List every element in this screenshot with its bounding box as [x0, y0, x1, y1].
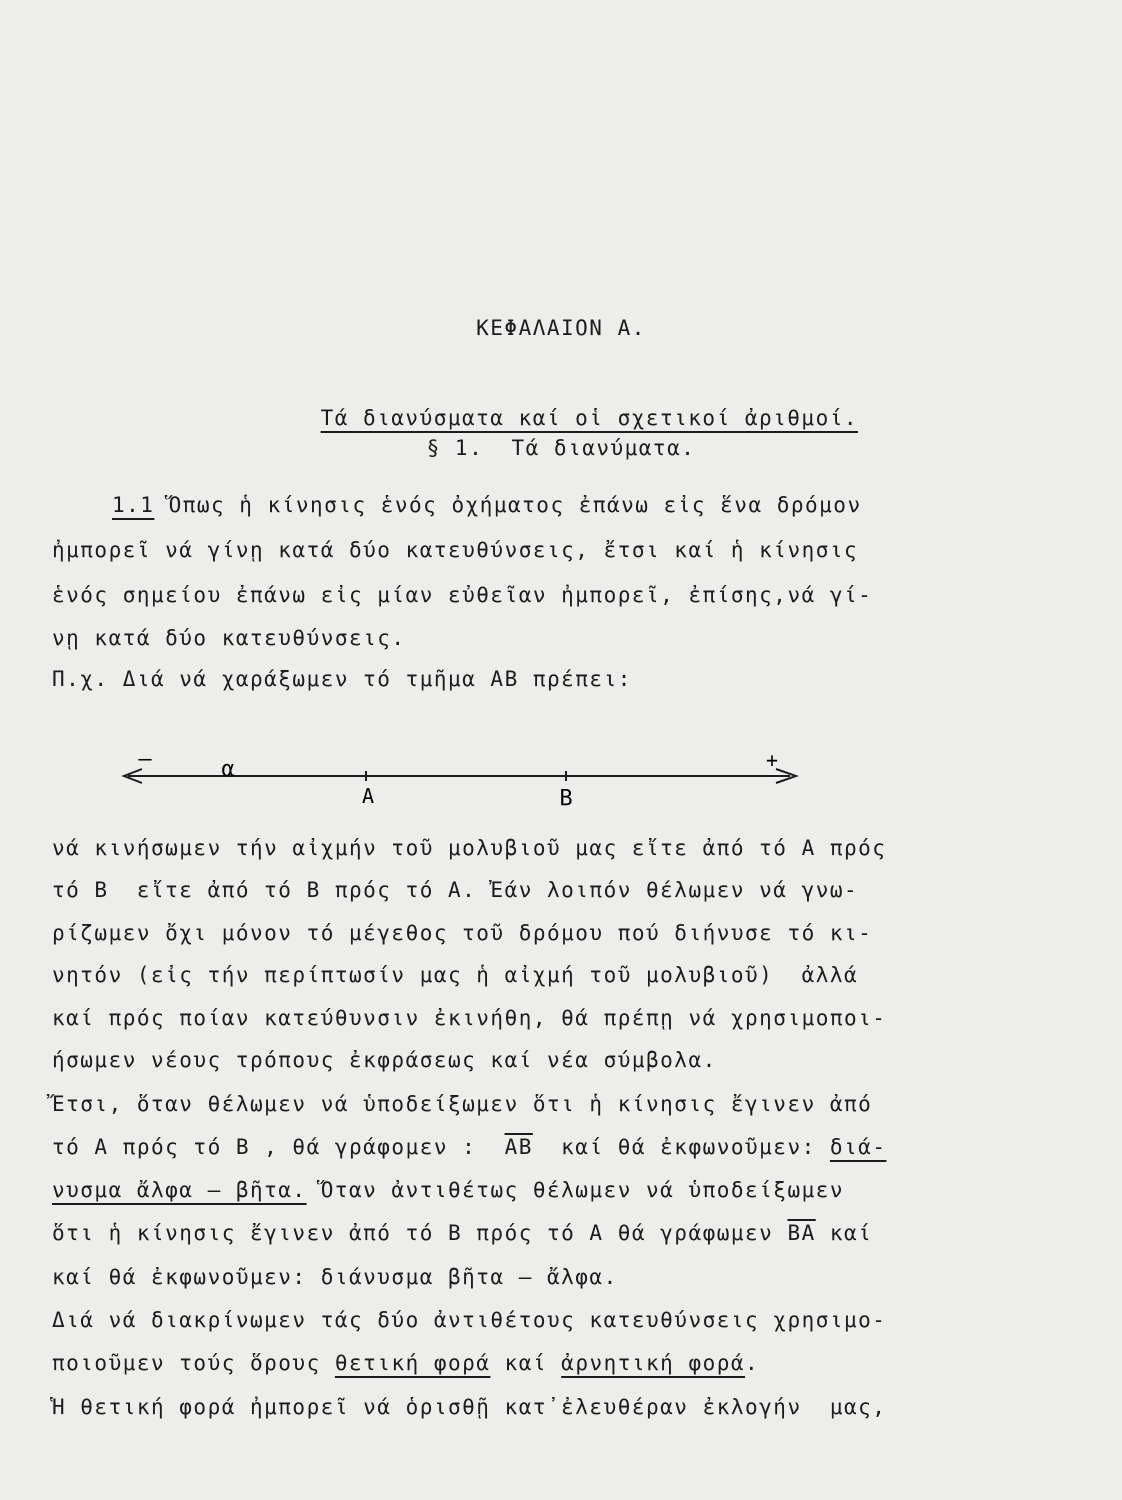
minus-label: – [138, 747, 152, 772]
plus-label: + [765, 748, 779, 772]
p1-line-5: Π.χ. Διά νά χαράξωμεν τό τμῆμα ΑΒ πρέπει: [52, 667, 632, 691]
p4-line-1: Διά νά διακρίνωμεν τάς δύο ἀντιθέτους κατευθύνσεις χρησιμο- [52, 1308, 887, 1332]
p2-line-1: νά κινήσωμεν τήν αἰχμήν τοῦ μολυβιοῦ μας εἴτε ἀπό τό Α πρός [52, 836, 887, 860]
p4-line-2 [52, 1348, 759, 1378]
chapter-title: ΚΕΦΑΛΑΙΟΝ Α. [476, 316, 646, 340]
p2-line-3: ρίζωμεν ὄχι μόνον τό μέγεθος τοῦ δρόμου πού διήνυσε τό κι- [52, 921, 873, 945]
vector-ba: $\overline{BA}$ [787, 1221, 816, 1245]
p2-line-4: νητόν (εἰς τήν περίπτωσίν μας ἡ αἰχμή τοῦ μολυβιοῦ) ἀλλά [52, 963, 859, 987]
paragraph-number: 1.1 [112, 493, 155, 517]
p3-line-1: Ἔτσι, ὅταν θέλωμεν νά ὑποδείξωμεν ὅτι ἡ κίνησις ἔγινεν ἀπό [52, 1092, 873, 1116]
vector-ab: $\overline{AB}$ [504, 1135, 533, 1159]
p2-line-2: τό Β εἴτε ἀπό τό Β πρός τό Α. Ἐάν λοιπόν θέλωμεν νά γνω- [52, 878, 859, 902]
p4-line-2-text: ποιοῦμεν τούς ὅρους [52, 1351, 335, 1375]
p3-line-2-middle: καί θά ἐκφωνοῦμεν: [532, 1135, 830, 1159]
p4-line-3: Ἡ θετική φορά ἠμπορεῖ νά ὁρισθῇ κατ᾽ἐλευθέραν ἐκλογήν μας, [52, 1395, 887, 1419]
p3-line-2 [52, 1132, 886, 1162]
p1-line-4: νῃ κατά δύο κατευθύνσεις. [52, 626, 406, 650]
p3-line-4 [52, 1218, 872, 1248]
p3-line-3-text: Ὅταν ἀντιθέτως θέλωμεν νά ὑποδείξωμεν [306, 1178, 845, 1202]
section-heading: § 1. Τά διανύματα. [426, 436, 696, 460]
p1-line-3: ἑνός σημείου ἐπάνω εἰς μίαν εὐθεῖαν ἠμπορεῖ, ἐπίσης,νά γί- [52, 583, 873, 607]
p2-line-6: ήσωμεν νέους τρόπους ἐκφράσεως καί νέα σύμβολα. [52, 1048, 717, 1072]
chapter-subtitle-text: Τά διανύσματα καί οἱ σχετικοί ἀριθμοί. [320, 406, 858, 430]
p4-line-2-end: . [745, 1351, 760, 1375]
p3-line-3 [52, 1175, 844, 1205]
term-vector-ab-start: διά- [829, 1135, 887, 1159]
line-label: α [221, 757, 235, 782]
p1-line-2: ἠμπορεῖ νά γίνῃ κατά δύο κατευθύνσεις, ἔτσι καί ἡ κίνησις [52, 538, 859, 562]
point-a-label: Α [361, 784, 375, 808]
p2-line-5: καί πρός ποίαν κατεύθυνσιν ἐκινήθη, θά πρέπῃ νά χρησιμοποι- [52, 1006, 887, 1030]
p3-line-5: καί θά ἐκφωνοῦμεν: διάνυσμα βῆτα – ἄλφα. [52, 1265, 618, 1289]
term-negative-direction: ἀρνητική φορά [561, 1351, 746, 1375]
point-b-label: Β [559, 786, 573, 811]
p1-line-1-text: Ὅπως ἡ κίνησις ἑνός ὀχήματος ἐπάνω εἰς ἕνα δρόμον [154, 493, 862, 517]
p3-line-4-end: καί [815, 1221, 873, 1245]
p3-line-2-text: τό Α πρός τό Β , θά γράφομεν : [52, 1135, 505, 1159]
term-positive-direction: θετική φορά [334, 1351, 491, 1375]
p4-line-2-and: καί [490, 1351, 562, 1375]
term-vector-ab-end: νυσμα ἄλφα – βῆτα. [52, 1178, 307, 1202]
p3-line-4-text: ὅτι ἡ κίνησις ἔγινεν ἀπό τό Β πρός τό Α θά γράφωμεν [52, 1221, 788, 1245]
